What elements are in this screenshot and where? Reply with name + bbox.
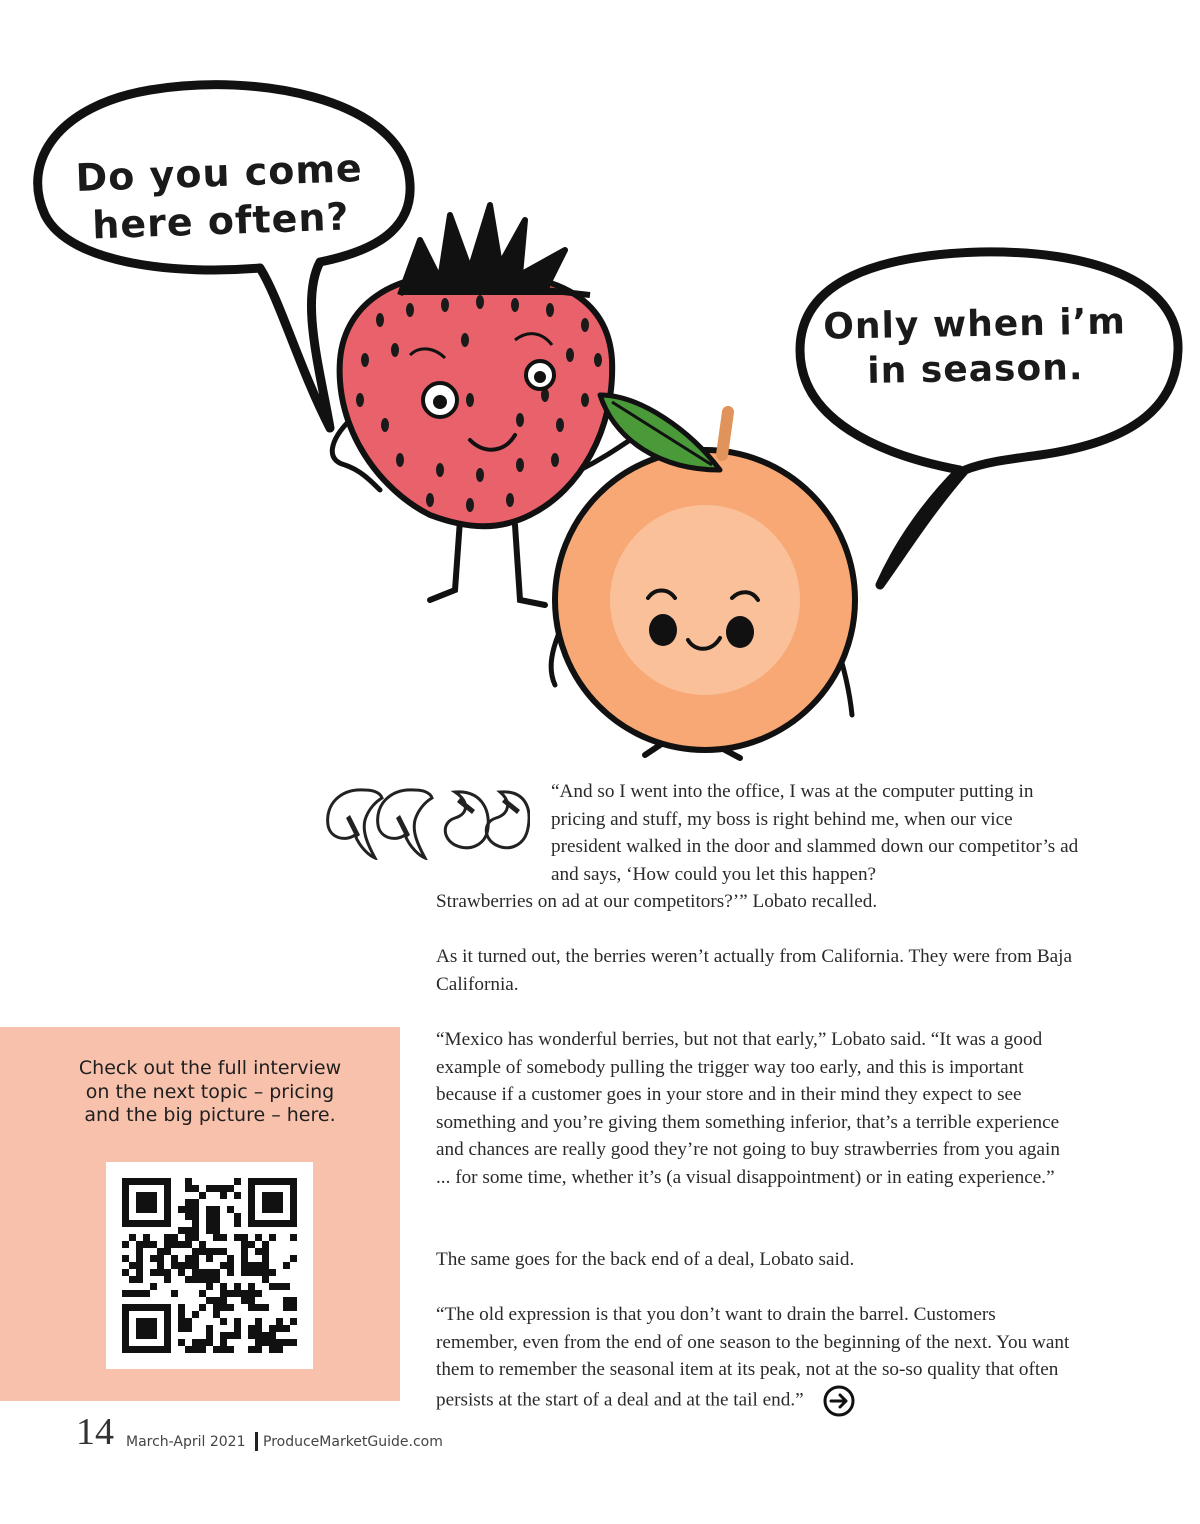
left-bubble-text bbox=[68, 145, 371, 250]
page-footer bbox=[76, 1412, 676, 1462]
right-bubble-text bbox=[819, 299, 1131, 394]
article-paragraph-5-text: “The old expression is that you don’t want to drain the barrel. Customers remember, even from the end of one season to the beginning of the next. You want them to remember the seasonal item at its peak, not at the so-so quality that often persists at the start of a deal and at the tail end.” bbox=[436, 1304, 1070, 1411]
sidebar-text: Check out the full interview on the next topic – pricing and the big picture – here. bbox=[78, 1057, 342, 1126]
qr-code[interactable] bbox=[106, 1162, 313, 1369]
right-bubble-line-2: in season. bbox=[866, 347, 1084, 392]
quote-marks-icon bbox=[320, 780, 530, 860]
article-paragraph-3: “Mexico has wonderful berries, but not that early,” Lobato said. “It was a good example of somebody pulling the trigger way too early, and this is important because if a customer goes in your store and in their mind they expect to see something and you’re giving them something inferior, that’s a terrible experience and chances are really good they’re not going to buy strawberries from you again ... for some time, whether it’s (a visual disappointment) or in eating experience.” bbox=[436, 1029, 1060, 1188]
arrow-right-circle-icon[interactable] bbox=[822, 1384, 856, 1418]
footer-site[interactable]: ProduceMarketGuide.com bbox=[263, 1434, 443, 1450]
footer-date: March-April 2021 bbox=[126, 1434, 246, 1450]
footer-divider bbox=[255, 1432, 258, 1451]
article-paragraph-1-rest: Strawberries on ad at our competitors?’” Lobato recalled. bbox=[436, 891, 878, 912]
page-number: 14 bbox=[76, 1411, 114, 1453]
article-paragraph-2: As it turned out, the berries weren’t actually from California. They were from Baja California. bbox=[436, 946, 1072, 995]
qr-sidebar bbox=[0, 1027, 400, 1401]
left-bubble-line-2: here often? bbox=[91, 194, 351, 247]
article-paragraph-5 bbox=[436, 1301, 1076, 1418]
right-bubble-line-1: Only when i’m bbox=[822, 301, 1127, 348]
article-paragraph-4: The same goes for the back end of a deal, Lobato said. bbox=[436, 1249, 855, 1270]
article-paragraph-1-indent: “And so I went into the office, I was at the computer putting in pricing and stuff, my boss is right behind me, when our vice president walked in the door and slammed down our competitor’s ad and says, ‘How could you let this happen? bbox=[551, 781, 1079, 885]
qr-code-icon bbox=[122, 1178, 297, 1353]
left-bubble-line-1: Do you come bbox=[74, 146, 364, 201]
